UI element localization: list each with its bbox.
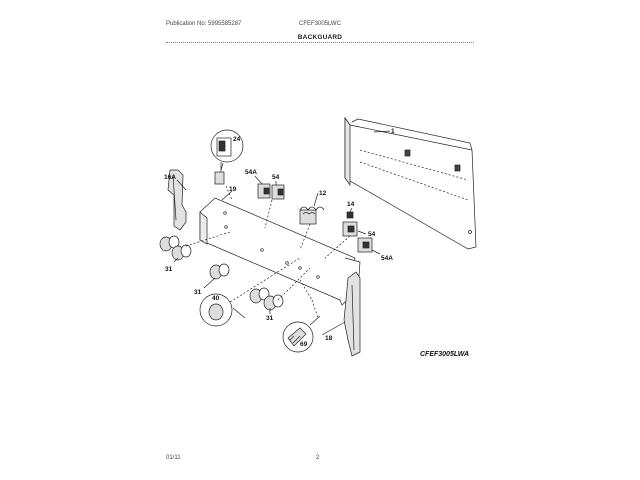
callout-69: 69 — [300, 341, 308, 348]
callout-31-middle: 31 — [194, 289, 202, 296]
callout-12: 12 — [319, 190, 327, 197]
callout-54a-left: 54A — [245, 169, 257, 176]
rear-panel-part — [345, 118, 476, 249]
section-title: BACKGUARD — [297, 34, 343, 41]
callout-19: 19 — [229, 186, 237, 193]
part-40-detail — [200, 294, 245, 326]
callout-54-right: 54 — [368, 231, 376, 238]
callout-31-right: 31 — [266, 315, 274, 322]
model-number: CFEF3005LWC — [299, 21, 341, 27]
callout-24: 24 — [233, 136, 241, 143]
diagram-model-tag: CFEF3005LWA — [420, 351, 470, 358]
callout-54a-right: 54A — [381, 255, 393, 262]
left-switch-parts — [258, 184, 284, 199]
spring-part — [300, 207, 324, 224]
callout-40: 40 — [212, 295, 220, 302]
callout-54-left: 54 — [272, 174, 280, 181]
control-panel-part — [200, 198, 360, 305]
callout-16a: 16A — [164, 174, 176, 181]
footer-date: 01/11 — [166, 455, 181, 461]
callout-18: 18 — [325, 335, 333, 342]
page-number: 2 — [316, 455, 320, 461]
publication-number: Publication No: 5995585287 — [166, 21, 242, 27]
callout-14: 14 — [347, 201, 355, 208]
callout-1: 1 — [391, 128, 395, 135]
callout-31-left: 31 — [165, 266, 173, 273]
